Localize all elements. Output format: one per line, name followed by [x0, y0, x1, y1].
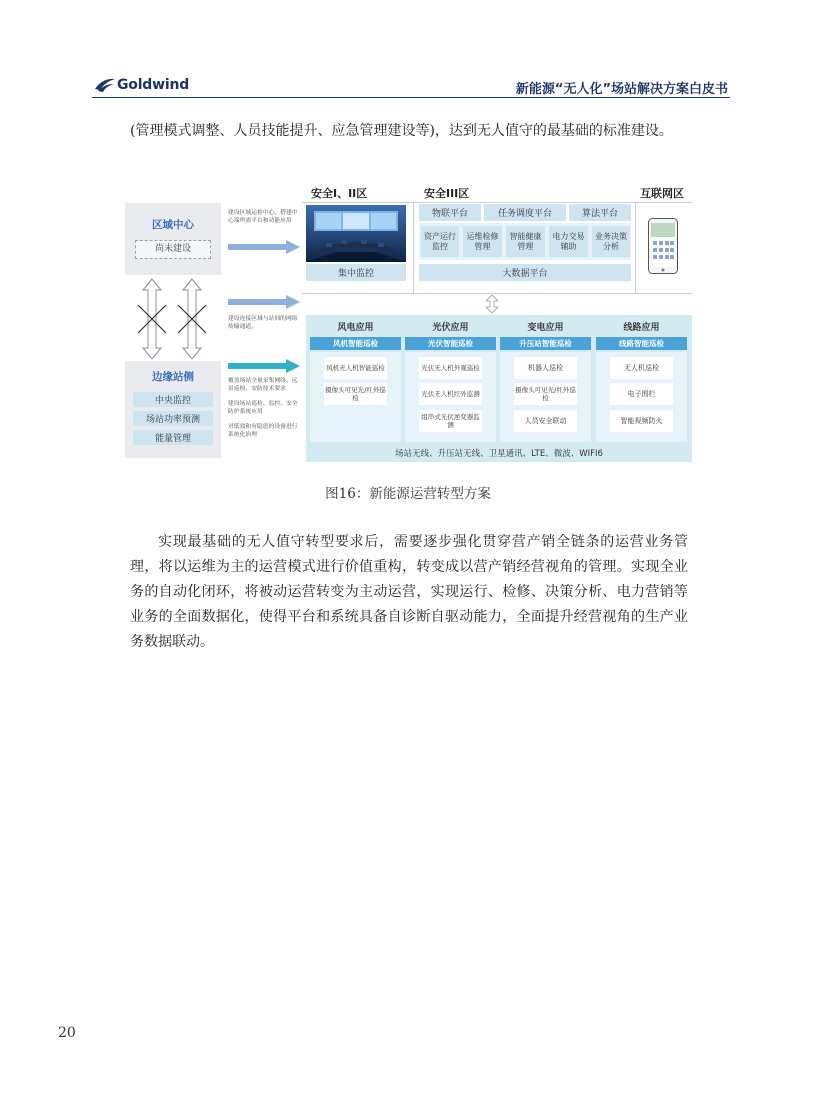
arrow-right-icon [228, 295, 300, 309]
note-network-link: 建设连接区域与站间的网络传输通道。 [228, 316, 298, 330]
central-monitor-label: 集中监控 [306, 264, 406, 281]
bigdata-platform: 大数据平台 [419, 264, 631, 281]
app-substation-item-2: 摄像头可见光/红外巡检 [514, 383, 577, 405]
zone-top-rule [302, 202, 692, 203]
edge-station-panel [125, 361, 221, 458]
app-wind-item-1: 风机无人机智能巡检 [324, 357, 387, 379]
region-center-status: 尚未建设 [135, 240, 211, 259]
arrow-right-icon [228, 359, 300, 373]
app-wind-item-2: 摄像头可见光/红外巡检 [324, 383, 387, 405]
app-pv-bar: 光伏智能巡检 [405, 337, 496, 350]
app-substation-item-3: 人员安全联动 [514, 410, 577, 432]
page-header [92, 74, 730, 98]
module-health: 智能健康管理 [506, 226, 545, 257]
module-power-trading: 电力交易辅助 [549, 226, 588, 257]
note-device-governance: 对低效和有隐患的设备进行系统化治理 [228, 424, 298, 438]
note-network-coverage: 覆盖场站全量采集网络、远景巡检、安防技术要求 [228, 378, 298, 392]
app-pv-item-1: 光伏无人机外观巡检 [419, 357, 482, 379]
module-decision-analysis: 业务决策分析 [592, 226, 630, 257]
goldwind-logo [94, 77, 189, 93]
app-line-bar: 线路智能巡检 [596, 337, 687, 350]
platform-algorithm: 算法平台 [569, 204, 631, 221]
network-bar: 场站无线、升压站无线、卫星通讯、LTE、微波、WIFI6 [395, 449, 603, 459]
zone-safety-3-title: 安全III区 [424, 187, 470, 200]
app-pv-item-3: 组串式光伏逆变器监测 [419, 410, 482, 432]
control-room-image [306, 205, 406, 262]
goldwind-wing-icon [94, 77, 116, 93]
zone-divider-2 [635, 202, 636, 294]
app-pv-item-2: 光伏无人机红外监测 [419, 383, 482, 405]
mobile-phone-image [648, 218, 678, 274]
note-region-build: 建设区域运检中心，搭建中心端所需平台和功能应用 [228, 210, 298, 224]
region-center-title: 区域中心 [152, 219, 194, 231]
zone-divider-1 [413, 202, 414, 294]
app-line-item-3: 智能视频防火 [610, 410, 673, 432]
page-number: 20 [58, 1025, 76, 1041]
edge-item-central-monitor: 中央监控 [133, 392, 213, 407]
arrow-right-icon [228, 240, 300, 254]
app-wind-bar: 风机智能巡检 [310, 337, 401, 350]
module-asset-monitoring: 资产运行监控 [421, 226, 459, 257]
platform-iot: 物联平台 [419, 204, 481, 221]
app-pv-title: 光伏应用 [432, 323, 469, 333]
figure-caption: 图16：新能源运营转型方案 [325, 486, 491, 502]
edge-station-title: 边缘站侧 [152, 371, 194, 383]
app-line-item-2: 电子围栏 [610, 383, 673, 405]
logo-text: Goldwind [117, 77, 190, 93]
app-substation-title: 变电应用 [527, 323, 564, 333]
note-station-systems: 建设场站巡检、监控、安全防护系统应用 [228, 401, 298, 415]
platform-task-scheduling: 任务调度平台 [484, 204, 566, 221]
bidirectional-arrows-icon [134, 278, 212, 360]
document-title: 新能源“无人化”场站解决方案白皮书 [515, 82, 728, 97]
app-line-item-1: 无人机巡检 [610, 357, 673, 379]
zone-safety-1-2-title: 安全I、II区 [311, 187, 368, 200]
module-maintenance: 运维检修管理 [463, 226, 502, 257]
figure-16-diagram [124, 182, 692, 464]
edge-item-energy-management: 能量管理 [133, 430, 213, 445]
zone-internet-title: 互联网区 [640, 187, 684, 200]
app-substation-bar: 升压站智能巡检 [500, 337, 591, 350]
region-center-panel [125, 203, 221, 275]
app-substation-item-1: 机器人巡检 [514, 357, 577, 379]
vertical-arrow-icon [486, 295, 498, 313]
app-wind-title: 风电应用 [337, 323, 374, 333]
paragraph-1: (管理模式调整、人员技能提升、应急管理建设等)，达到无人值守的最基础的标准建设。 [130, 123, 673, 139]
paragraph-2: 实现最基础的无人值守转型要求后，需要逐步强化贯穿营产销全链条的运营业务管理，将以运维为主的运营模式进行价值重构，转变成以营产销经营视角的管理。实现全业务的自动化闭环，将被动运营转变为主动运营，实现运行、检修、决策分析、电力营销等业务的全面数据化，使得平台和系统具备自诊断自驱动能力，全面提升经营视角的生产业务数据联动。 [130, 534, 688, 650]
app-line-title: 线路应用 [623, 323, 660, 333]
edge-item-power-forecast: 场站功率预测 [133, 411, 213, 426]
zone-bottom-rule [302, 293, 692, 294]
